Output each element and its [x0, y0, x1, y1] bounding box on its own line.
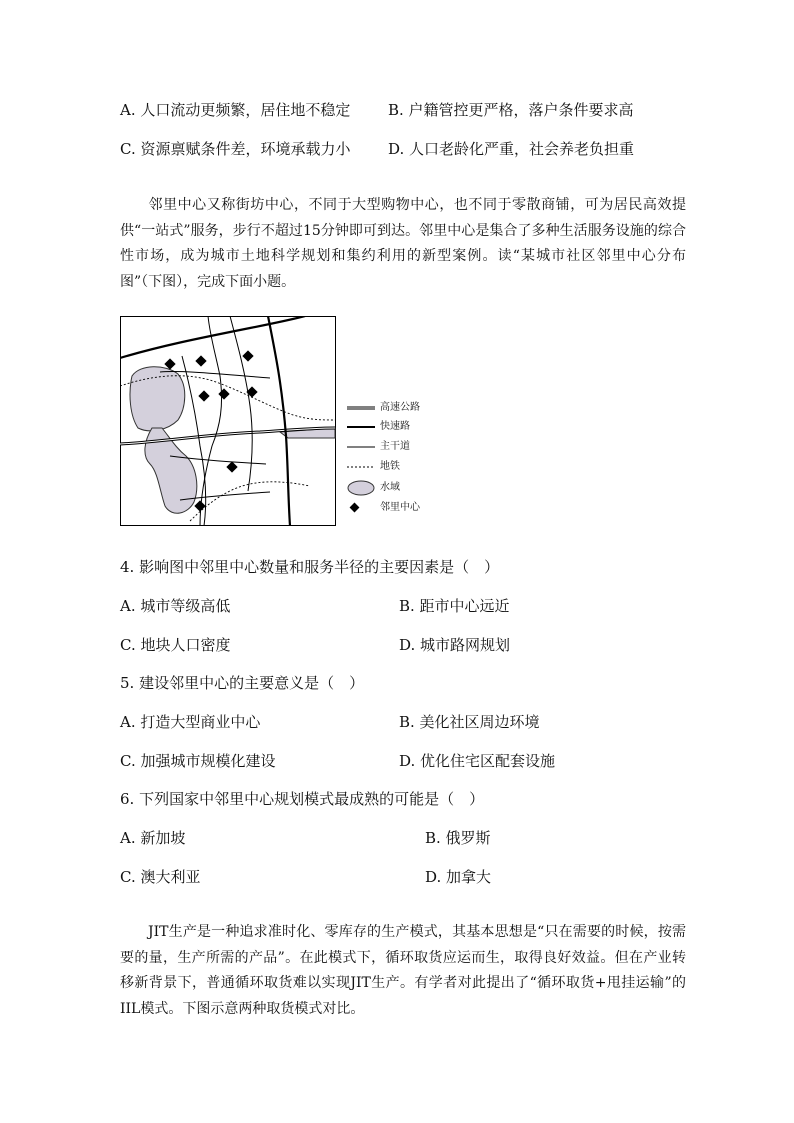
prev-option-b: B. 户籍管控更严格，落户条件要求高: [388, 101, 634, 119]
water-body-north: [130, 367, 185, 431]
q5-option-c: C. 加强城市规模化建设: [120, 752, 276, 770]
q5-option-a: A. 打造大型商业中心: [120, 713, 261, 731]
passage-jit: [120, 920, 686, 1022]
q4-option-b: B. 距市中心远近: [399, 597, 510, 615]
map-legend: [345, 400, 465, 520]
prev-option-d: D. 人口老龄化严重，社会养老负担重: [388, 140, 635, 158]
q5-option-d: D. 优化住宅区配套设施: [399, 752, 556, 770]
q6-option-c: C. 澳大利亚: [120, 868, 201, 886]
q4-option-d: D. 城市路网规划: [399, 636, 511, 654]
q6-stem: 6. 下列国家中邻里中心规划模式最成熟的可能是（ ）: [120, 790, 485, 808]
legend-expressway: 高速公路: [380, 402, 420, 413]
q4-stem: 4. 影响图中邻里中心数量和服务半径的主要因素是（ ）: [120, 558, 500, 576]
legend-main-road: 主干道: [380, 441, 410, 452]
q6-option-b: B. 俄罗斯: [425, 829, 491, 847]
q5-option-b: B. 美化社区周边环境: [399, 713, 540, 731]
q6-option-d: D. 加拿大: [425, 868, 492, 886]
passage-neighborhood-center-text: 邻里中心又称街坊中心，不同于大型购物中心，也不同于零散商铺，可为居民高效提供“一站式”服务，步行不超过15分钟即可到达。邻里中心是集合了多种生活服务设施的综合性市场，成为城市土地科学规划和集约利用的新型案例。读“某城市社区邻里中心分布图”（下图），完成下面小题。: [120, 197, 686, 290]
legend-center: 邻里中心: [380, 502, 420, 513]
passage-neighborhood-center: [120, 193, 686, 295]
legend-water: 水域: [380, 482, 400, 493]
q4-option-a: A. 城市等级高低: [120, 597, 231, 615]
q6-option-a: A. 新加坡: [120, 829, 186, 847]
legend-subway: 地铁: [380, 461, 400, 472]
passage-jit-text: JIT生产是一种追求准时化、零库存的生产模式，其基本思想是“只在需要的时候，按需要的量，生产所需的产品”。在此模式下，循环取货应运而生，取得良好效益。但在产业转移新背景下，普通循环取货难以实现JIT生产。有学者对此提出了“循环取货+甩挂运输”的IIL模式。下图示意两种取货模式对比。: [120, 924, 686, 1017]
neighborhood-center-map: [120, 316, 336, 526]
prev-option-c: C. 资源禀赋条件差，环境承载力小: [120, 140, 351, 158]
prev-option-a: A. 人口流动更频繁，居住地不稳定: [120, 101, 351, 119]
legend-fast-road: 快速路: [380, 421, 410, 432]
q5-stem: 5. 建设邻里中心的主要意义是（ ）: [120, 674, 365, 692]
q4-option-c: C. 地块人口密度: [120, 636, 231, 654]
legend-symbols: [345, 400, 379, 520]
